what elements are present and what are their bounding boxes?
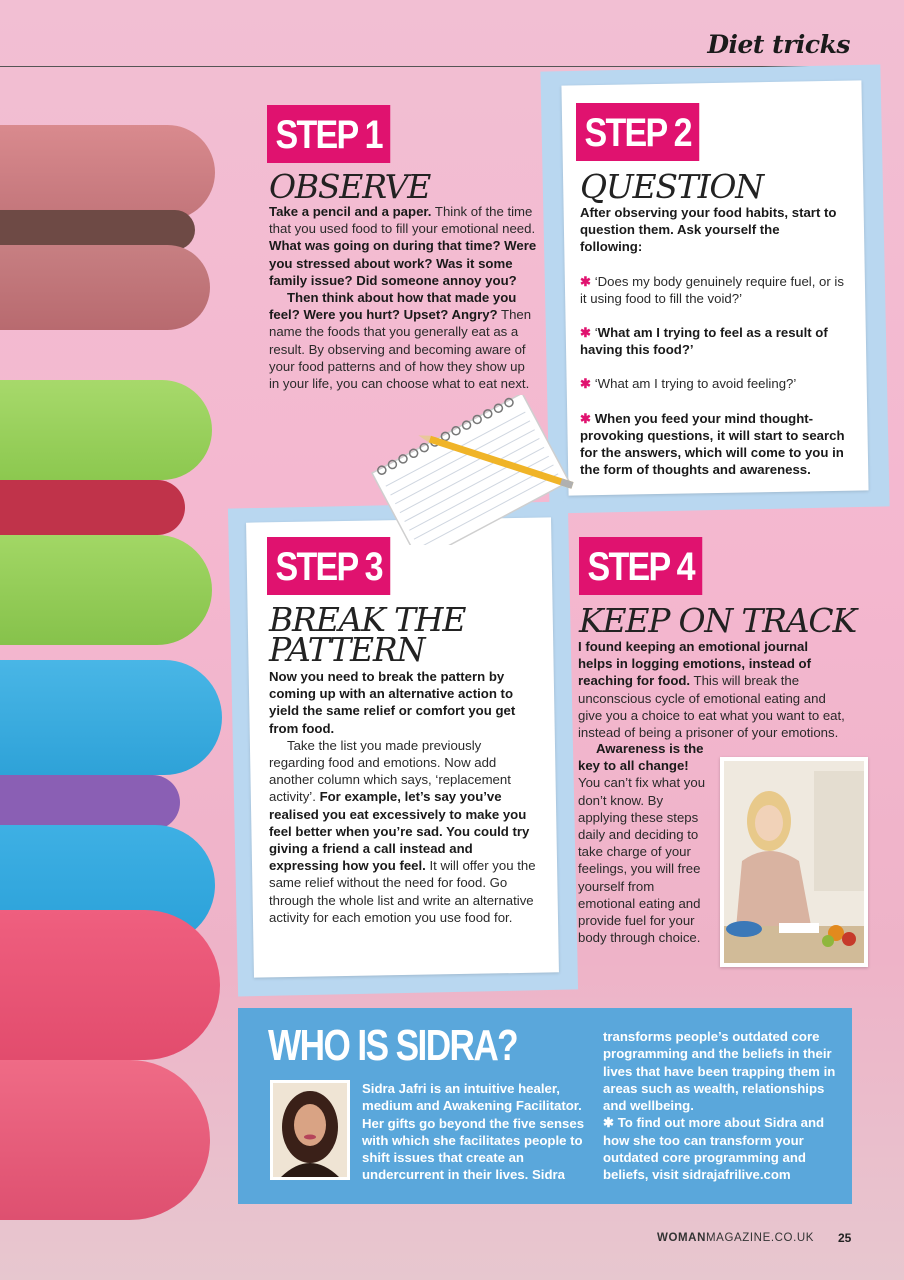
step2-heading: QUESTION bbox=[580, 167, 763, 206]
step1-p1-bold2: What was going on during that time? Were you stressed about work? Was it some family issue? Did someone annoy you? bbox=[269, 238, 537, 288]
notepad-pencil-image bbox=[355, 395, 595, 545]
step1-body bbox=[269, 203, 539, 392]
step2-intro: After observing your food habits, start to question them. Ask yourself the following: bbox=[580, 205, 837, 255]
page-number: 25 bbox=[838, 1231, 852, 1245]
step2-question-2: What am I trying to feel as a result of having this food?’ bbox=[580, 325, 828, 358]
who-is-sidra-title: WHO IS SIDRA? bbox=[268, 1021, 518, 1070]
step3-p2-text2: It will offer you the same relief without the need for food. Go through the whole list and write an alternative activity for each emotion you use food for. bbox=[269, 858, 536, 925]
step1-p1-bold1: Take a pencil and a paper. bbox=[269, 204, 432, 219]
step2-body bbox=[580, 204, 845, 478]
bullet-1: ✱ bbox=[580, 273, 592, 289]
step4-body-2 bbox=[578, 740, 712, 946]
section-title: Diet tricks bbox=[707, 30, 850, 59]
step4-badge: STEP 4 bbox=[579, 537, 702, 595]
bullet-3: ✱ bbox=[580, 376, 592, 392]
step1-p2-bold: Then think about how that made you feel? Were you hurt? Upset? Angry? bbox=[269, 290, 517, 323]
bullet-sidra: ✱ bbox=[603, 1115, 615, 1131]
step4-p2-text: You can’t fix what you don’t know. By applying these steps daily and deciding to take charge of your feelings, you will free yourself from emotional eating and provide fuel for your body through choice. bbox=[578, 775, 706, 946]
macaron-stack-image bbox=[0, 110, 260, 1220]
step4-heading: KEEP ON TRACK bbox=[579, 601, 856, 640]
step1-badge: STEP 1 bbox=[267, 105, 390, 163]
footer-brand: WOMAN bbox=[657, 1232, 706, 1244]
bullet-4: ✱ bbox=[580, 410, 592, 426]
step2-badge: STEP 2 bbox=[576, 103, 699, 161]
step4-p1-bold: I found keeping an emotional journal helps in logging emotions, instead of reaching for food. bbox=[578, 639, 811, 689]
step3-heading-line1: BREAK THE bbox=[269, 600, 466, 639]
sidra-call-to-action: To find out more about Sidra and how she too can transform your outdated core programming and beliefs, visit sidrajafrilive.com bbox=[603, 1115, 825, 1183]
footer-website bbox=[657, 1232, 814, 1244]
sidra-bio-col2-text: transforms people’s outdated core programming and the beliefs in their lives that have been trapping them in areas such as wealth, relationships and wellbeing. bbox=[603, 1029, 836, 1114]
step3-heading-line2: PATTERN bbox=[269, 630, 425, 669]
footer-domain: MAGAZINE.CO.UK bbox=[706, 1232, 815, 1244]
step1-p1-text1: Think of the time that you used food to fill your emotional need. bbox=[269, 204, 536, 237]
step2-question-1: ‘Does my body genuinely require fuel, or is it using food to fill the void?’ bbox=[580, 273, 844, 306]
step2-question-2-quote: ‘ bbox=[591, 325, 598, 341]
bullet-2: ✱ bbox=[580, 325, 592, 341]
sidra-portrait-photo bbox=[270, 1080, 350, 1180]
step2-question-4: When you feed your mind thought-provoking questions, it will start to search for the answers, which will come to you in the form of thoughts and awareness. bbox=[580, 410, 845, 478]
step2-question-3: ‘What am I trying to avoid feeling?’ bbox=[591, 376, 797, 392]
step1-heading: OBSERVE bbox=[269, 167, 431, 206]
step3-p2-text1: Take the list you made previously regarding food and emotions. Now add another column which says, ‘replacement activity’. bbox=[269, 737, 511, 805]
sidra-bio-col2 bbox=[603, 1028, 838, 1184]
step4-body bbox=[578, 638, 846, 741]
step3-badge: STEP 3 bbox=[267, 537, 390, 595]
step3-body bbox=[269, 668, 537, 926]
woman-writing-photo bbox=[720, 757, 868, 967]
step1-p2-text: Then name the foods that you generally eat as a result. By observing and becoming aware of your food patterns and of how they show up in your life, you can choose what to eat next. bbox=[269, 307, 532, 392]
step3-p2-bold: For example, let’s say you’ve realised you eat excessively to make you feel better when you’re sad. You could try giving a friend a call instead and expressing how you feel. bbox=[269, 789, 530, 874]
step3-heading bbox=[269, 600, 466, 669]
sidra-bio-col1: Sidra Jafri is an intuitive healer, medium and Awakening Facilitator. Her gifts go beyond the five senses with which she facilitates people to shift issues that create an undercurrent in their lives. Sidra bbox=[362, 1081, 585, 1183]
step4-p2-bold: Awareness is the key to all change! bbox=[578, 741, 704, 774]
step3-p1-bold: Now you need to break the pattern by coming up with an alternative action to yield the same relief or comfort you get from food. bbox=[269, 669, 516, 736]
step4-p1-text: This will break the unconscious cycle of emotional eating and give you a choice to eat what you want to eat, instead of being a prisoner of your emotions. bbox=[578, 673, 845, 741]
